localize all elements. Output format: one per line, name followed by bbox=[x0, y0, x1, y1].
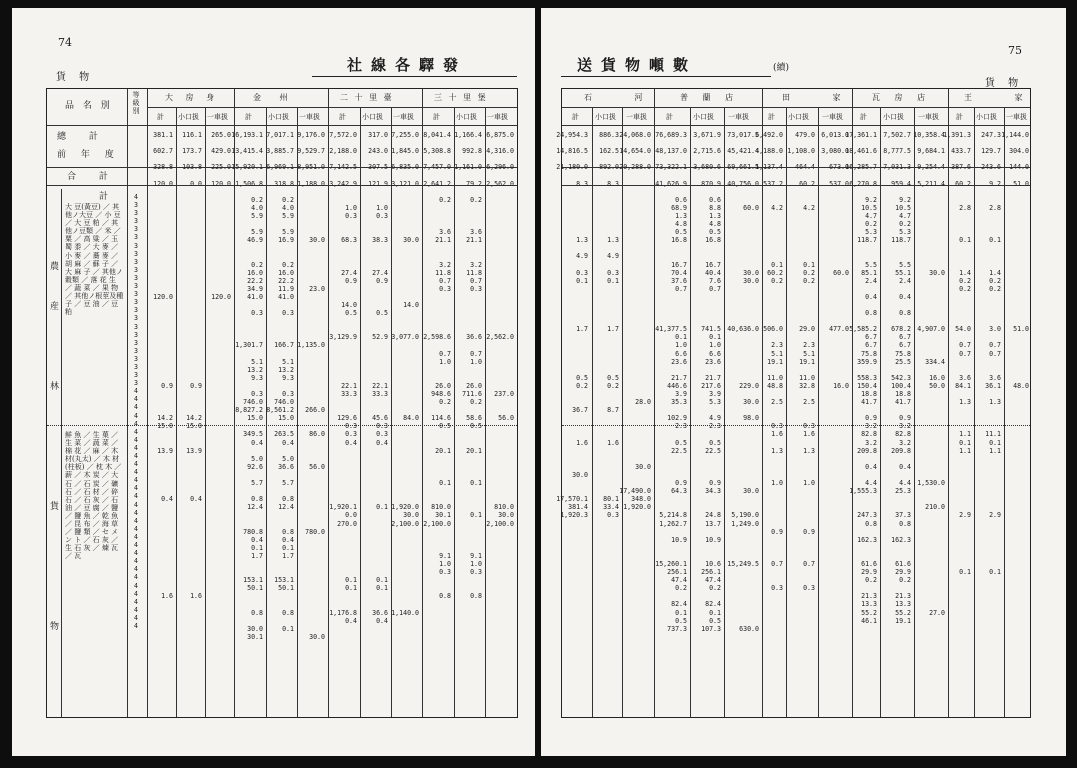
number-column: 10,358.4 9,684.1 9,254.4 5,211.4 30.0 4,907.0 334.4 16.0 50.0 1,530.0 210.0 27.0 bbox=[913, 131, 945, 617]
category-label: 産 bbox=[50, 302, 60, 312]
item-names-agri: 大 豆(黃豆) ／ 其他ノ大豆 ／ 小 豆 ／ 大 豆 粕 ／ 其他ノ豆類 ／ 米 ／ 粟 ／ 高 粱 ／ 玉 蜀 黍 ／ 大 麥 ／ 小 麥 ／ 蕎 麥 ／ 胡 麻 ／ 蘇 子 ／ 大 麻 子 ／ 其他ノ穀類 ／ 落 花 生 ／ 蔬 菜 ／ 果 物 ／ 其他ノ根莖及種子 ／ 豆 油 ／ 豆 粕 bbox=[65, 203, 124, 317]
number-column: 76,689.3 48,137.0 73,322.1 41,626.9 0.6 68.9 1.3 4.8 0.5 16.8 16.7 70.4 37.6 0.7 41,377.5 0.1 1.0 6.6 23.6 21.7 446.6 3.9 35.3 102.9 2.3 0.5 22.5 0.9 64.3 5,214.8 1,262.7 10.9 15,260.1 256.1 47.4 0.2 82.4 0.1 0.5 737.3 bbox=[655, 131, 687, 633]
sub-header: 小口扱 bbox=[178, 113, 199, 121]
sub-header: 計 bbox=[956, 113, 963, 121]
number-column: 8,041.4 5,308.8 7,457.0 2,641.2 0.2 3.6 21.1 3.2 11.8 0.7 0.3 2,598.6 0.7 1.0 26.0 948.6 0.2 114.6 0.5 20.1 0.1 810.0 30.1 2,100.0 9.1 1.0 0.3 0.8 bbox=[423, 131, 451, 601]
station-header-0: 石 河 bbox=[584, 93, 663, 102]
sub-header: 小口扱 bbox=[456, 113, 477, 121]
item-names-misc: 鮮 魚 ／ 生 菓 ／ 生 菜 ／ 蔬 菜 ／ 棉 花 ／ 麻 ／ 木 材(丸太) ／ 木 材(柱板) ／ 枕 木 ／ 薪 ／ 木 炭 ／ 大 石 ／ 石 炭 ／ 礦 石 ／ 石 材 ／ 碎 石 ／ 石 灰 ／ 石 油 ／ 豆 腐 ／ 鹽 ／ 鹽 魚 ／ 乾 魚 ／ 昆 布 ／ 海 草 ／ 鹽 類 ／ セ メ ン ト ／ 石 灰 ／ 生 石 灰 ／ 煉 瓦 ／ 瓦 bbox=[65, 431, 122, 561]
number-column: 116.1 173.7 103.8 0.0 0.9 14.2 15.0 13.9 0.4 1.6 bbox=[182, 131, 202, 601]
sub-header: 小口扱 bbox=[788, 113, 809, 121]
number-column: 9,176.0 9,529.7 8,951.0 1,188.0 30.0 23.0 1,135.0 266.0 86.0 56.0 780.0 30.0 bbox=[297, 131, 325, 641]
number-column: 6,492.0 4,188.0 1,137.4 537.2 4.2 0.1 60.2 0.2 506.0 2.3 5.1 19.1 11.0 48.8 2.5 0.3 1.6 1.3 1.0 0.9 0.7 0.3 bbox=[755, 131, 783, 593]
sub-header: 一車扱 bbox=[1006, 113, 1027, 121]
sub-header: 計 bbox=[768, 113, 775, 121]
left-page bbox=[12, 8, 535, 756]
sub-header: 小口扱 bbox=[362, 113, 383, 121]
category-label: 農 bbox=[50, 262, 60, 272]
station-header-4: 王 家 bbox=[964, 93, 1043, 102]
sub-header: 一車扱 bbox=[822, 113, 843, 121]
page-heading: 送貨物噸數 bbox=[577, 56, 698, 74]
col-header-grade: 等級別 bbox=[132, 91, 140, 115]
page-number: 74 bbox=[58, 36, 72, 49]
sub-header: 計 bbox=[860, 113, 867, 121]
row-label-total: 總 計 bbox=[57, 132, 108, 142]
page-heading: 社線各驛發 bbox=[347, 56, 468, 74]
sub-header: 計 bbox=[433, 113, 440, 121]
number-column: 7,255.0 1,845.0 6,835.0 3,121.0 30.0 14.0 3,077.0 84.0 1,920.0 30.0 2,100.0 1,140.0 bbox=[391, 131, 419, 617]
number-column: 381.1 602.7 328.8 120.0 120.0 0.9 14.2 15.0 13.9 0.4 1.6 bbox=[153, 131, 173, 601]
number-column: 73,017.5 45,421.4 69,661.5 40,756.0 60.0 30.0 30.0 40,636.0 229.0 30.0 98.0 30.0 5,190.0 1,249.0 15,249.5 630.0 bbox=[727, 131, 759, 633]
corner-label: 貨 物 bbox=[985, 78, 1024, 89]
number-column: 24,954.3 14,816.5 21,180.0 8.3 1.3 4.9 0.3 0.1 1.7 0.5 0.2 36.7 1.6 30.0 17,570.1 381.4 1,920.3 bbox=[556, 131, 588, 520]
sub-header: 計 bbox=[157, 113, 164, 121]
grade-column: 4 3 3 3 3 3 3 3 3 3 3 3 3 3 3 3 3 3 3 3 3 3 3 3 4 4 4 4 4 4 4 4 4 4 4 4 4 4 4 4 4 4 4 4 4 4 4 4 4 4 4 4 4 4 bbox=[134, 193, 138, 630]
sub-header: 小口扱 bbox=[693, 113, 714, 121]
number-column: 7,017.1 3,885.7 6,969.1 318.8 0.2 4.0 5.9 5.9 16.9 0.2 16.0 22.2 11.9 41.0 0.3 166.7 5.1 13.2 9.3 0.3 746.0 8,561.2 15.0 263.5 0.4 5.0 36.6 5.7 0.8 12.4 0.8 0.4 0.1 1.7 153.1 50.1 0.8 0.1 bbox=[266, 131, 294, 633]
number-column: 1,391.3 433.7 387.6 60.2 2.8 0.1 1.4 0.2 0.2 54.0 0.7 0.7 3.6 84.1 1.3 1.1 0.1 1.1 2.9 0.1 bbox=[943, 131, 971, 577]
heading-rule bbox=[561, 76, 771, 77]
station-header-1: 金 州 bbox=[253, 93, 296, 102]
number-column: 479.0 1,108.0 464.4 60.2 4.2 0.1 0.2 0.2 29.0 2.3 5.1 19.1 11.0 32.8 2.5 0.3 1.6 1.3 1.0 0.9 0.7 0.3 bbox=[787, 131, 815, 593]
number-column: 6,013.0 3,080.0 673.0 537.0 60.0 477.0 16.0 bbox=[821, 131, 849, 390]
station-header-2: 田 家 bbox=[782, 93, 861, 102]
row-label-sum: 合 計 bbox=[67, 172, 118, 182]
number-column: 1,144.0 304.0 144.0 51.0 51.0 48.0 bbox=[1001, 131, 1029, 390]
category-label: 林 bbox=[50, 382, 60, 392]
sub-header: 計 bbox=[339, 113, 346, 121]
sub-header: 一車扱 bbox=[207, 113, 228, 121]
station-header-1: 普 蘭 店 bbox=[680, 93, 740, 102]
number-column: 17,361.1 18,461.6 16,285.7 6,270.8 9.2 10.5 4.7 0.2 5.3 118.7 5.5 85.1 2.4 0.4 0.8 5,585.2 6.7 6.7 75.8 359.9 558.3 150.4 18.8 41.7 0.9 3.2 82.8 3.2 209.8 0.4 4.4 1,555.3 247.3 0.8 162.3 61.6 29.9 0.2 21.3 13.3 55.2 46.1 bbox=[845, 131, 877, 625]
data-table bbox=[46, 88, 518, 718]
number-column: 317.0 243.0 307.5 121.9 1.0 0.3 38.3 27.4 0.9 0.5 52.9 22.1 33.3 45.6 0.3 0.3 0.4 0.1 0.1 0.1 36.6 0.4 bbox=[368, 131, 388, 625]
sub-header: 計 bbox=[572, 113, 579, 121]
sub-header: 一車扱 bbox=[487, 113, 508, 121]
page-number: 75 bbox=[1008, 44, 1022, 57]
category-label: 貨 bbox=[50, 502, 60, 512]
heading-rule bbox=[312, 76, 517, 77]
number-column: 247.3 129.7 243.6 9.2 2.8 0.1 1.4 0.2 0.2 3.0 0.7 0.7 3.6 36.1 1.3 11.1 0.1 1.1 2.9 0.1 bbox=[981, 131, 1001, 577]
number-column: 24,068.0 14,654.0 20,288.0 28.0 30.0 17,490.0 348.0 1,920.0 bbox=[619, 131, 651, 512]
col-header-item: 品 名 別 bbox=[65, 101, 113, 111]
station-header-2: 二 十 里 臺 bbox=[340, 93, 394, 102]
sub-header: 小口扱 bbox=[883, 113, 904, 121]
sub-header: 小口扱 bbox=[976, 113, 997, 121]
station-header-3: 三 十 里 堡 bbox=[434, 93, 488, 102]
right-page bbox=[541, 8, 1066, 756]
number-column: 886.3 162.5 892.0 8.3 1.3 4.9 0.3 0.1 1.7 0.5 0.2 8.7 1.6 80.1 33.4 0.3 bbox=[599, 131, 619, 520]
number-column: 3,671.9 2,715.6 3,680.6 870.9 0.6 8.8 1.3 4.8 0.5 16.8 16.7 40.4 7.6 0.7 741.5 0.1 1.0 6.6 23.6 21.7 217.6 3.9 5.3 4.9 2.3 0.5 22.5 0.9 34.3 24.8 13.7 10.9 10.6 256.1 47.4 0.2 82.4 0.1 0.5 107.3 bbox=[693, 131, 721, 633]
corner-label: 貨 物 bbox=[56, 72, 95, 83]
sub-header: 計 bbox=[245, 113, 252, 121]
number-column: 1,166.4 992.8 1,161.0 79.2 0.2 3.6 21.1 3.2 11.8 0.7 0.3 36.6 0.7 1.0 26.0 711.6 0.2 58.6 0.5 20.1 0.1 0.1 9.1 1.0 0.3 0.8 bbox=[454, 131, 482, 601]
data-table bbox=[556, 88, 1043, 718]
row-label-prev-year: 前 年 度 bbox=[57, 150, 120, 160]
station-header-0: 大 房 身 bbox=[165, 93, 220, 102]
sub-header: 一車扱 bbox=[918, 113, 939, 121]
category-label: 物 bbox=[50, 622, 60, 632]
sub-header: 一車扱 bbox=[626, 113, 647, 121]
number-column: 7,572.0 2,188.0 7,142.5 3,242.9 1.0 0.3 68.3 27.4 0.9 14.0 0.5 3,129.9 22.1 33.3 129.6 0.3 0.3 0.4 1,920.1 0.0 270.0 0.1 0.1 1,176.8 0.4 bbox=[329, 131, 357, 625]
row-label-subtotal: 計 bbox=[99, 192, 109, 202]
number-column: 6,875.0 4,316.0 6,296.0 2,562.0 2,562.0 237.0 56.0 810.0 30.0 2,100.0 bbox=[486, 131, 514, 528]
sub-header: 一車扱 bbox=[728, 113, 749, 121]
sub-header: 小口扱 bbox=[268, 113, 289, 121]
station-header-3: 瓦 房 店 bbox=[872, 93, 932, 102]
sub-header: 小口扱 bbox=[595, 113, 616, 121]
sub-header: 一車扱 bbox=[393, 113, 414, 121]
number-column: 265.0 429.0 225.0 120.0 120.0 bbox=[211, 131, 231, 301]
continued-note: (續) bbox=[773, 63, 790, 73]
sub-header: 計 bbox=[666, 113, 673, 121]
sub-header: 一車扱 bbox=[299, 113, 320, 121]
number-column: 7,502.7 8,777.5 7,031.3 959.4 9.2 10.5 4.7 0.2 5.3 118.7 5.5 55.1 2.4 0.4 0.8 678.2 6.7 6.7 75.8 25.5 542.3 100.4 18.8 41.7 0.9 3.2 82.8 3.2 209.8 0.4 4.4 25.3 37.3 0.8 162.3 61.6 29.9 0.2 21.3 13.3 55.2 19.1 bbox=[883, 131, 911, 625]
number-column: 16,193.1 13,415.4 15,920.1 1,506.8 0.2 4.0 5.9 5.9 46.9 0.2 16.0 22.2 34.9 41.0 0.3 1,301.7 5.1 13.2 9.3 0.3 746.0 8,827.2 15.0 349.5 0.4 5.0 92.6 5.7 0.8 12.4 780.8 0.4 0.1 1.7 153.1 50.1 0.8 30.0 30.1 bbox=[231, 131, 263, 641]
